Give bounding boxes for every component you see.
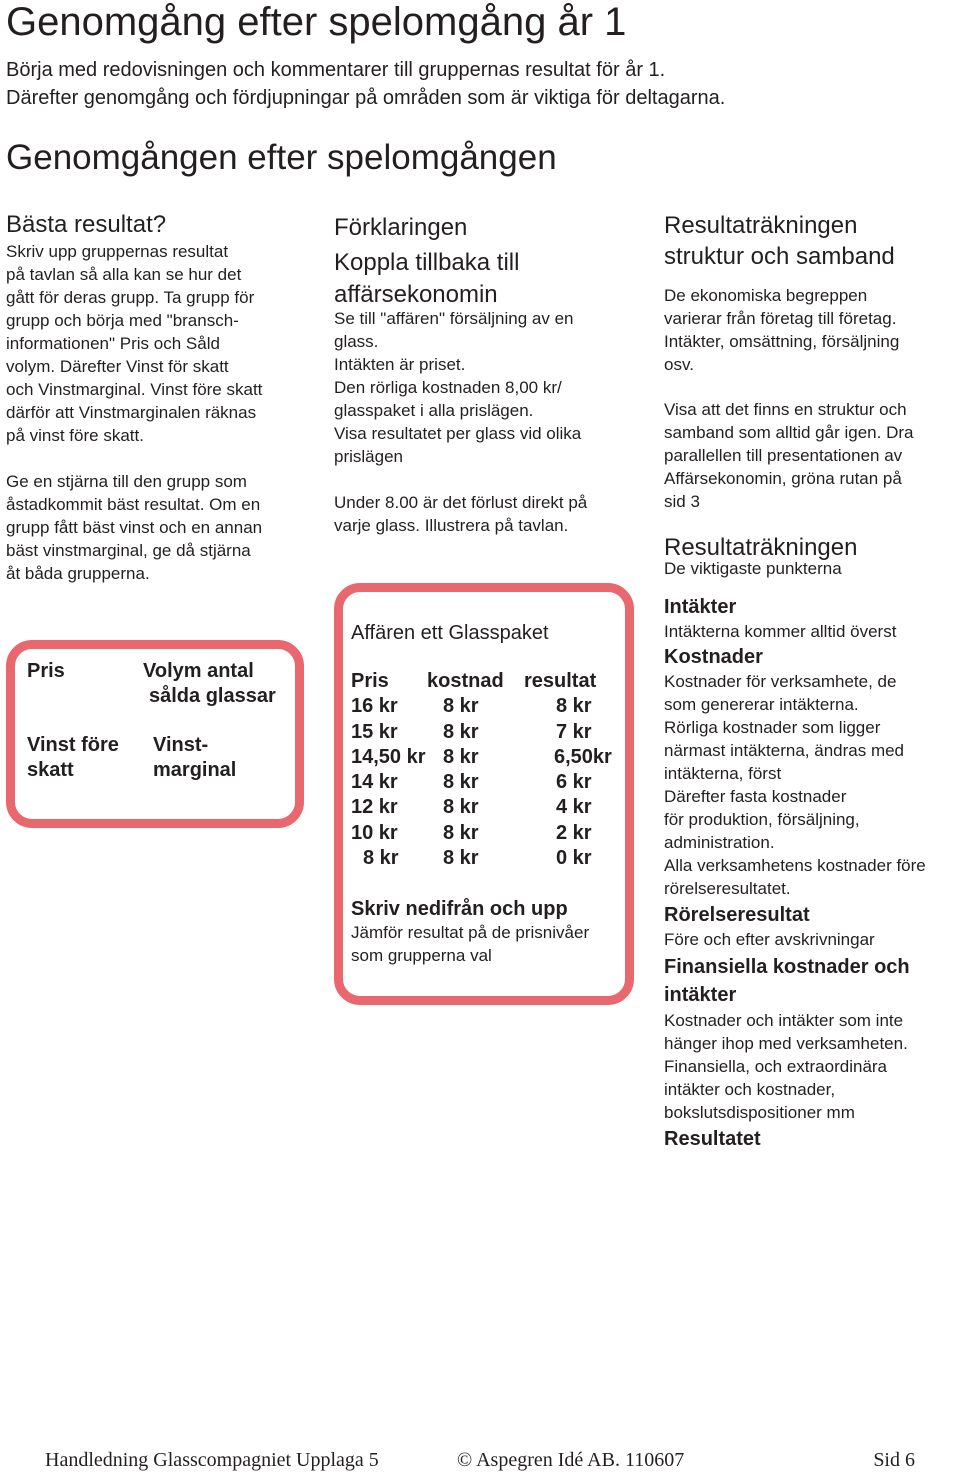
text-line: varje glass. Illustrera på tavlan.	[334, 516, 569, 535]
intro-line: Börja med redovisningen och kommentarer till gruppernas resultat för år 1.	[6, 59, 666, 81]
text-line: åstadkommit bäst resultat. Om en	[6, 495, 261, 514]
price-cell: 15 kr	[351, 720, 398, 743]
text-line: Koppla tillbaka till	[334, 249, 520, 276]
result-cell: 0 kr	[556, 847, 592, 870]
resultatet-heading: Resultatet	[664, 1128, 761, 1150]
text-line: sid 3	[664, 492, 700, 511]
text-line: osv.	[664, 355, 694, 374]
best-result-heading: Bästa resultat?	[6, 211, 167, 238]
column-best-result	[6, 210, 306, 585]
text-line: administration.	[664, 833, 775, 852]
text-line: affärsekonomin	[334, 281, 498, 308]
text-line: Rörliga kostnader som ligger	[664, 718, 881, 737]
text-line: som grupperna val	[351, 946, 492, 965]
text-line: intäkter och kostnader,	[664, 1080, 836, 1099]
text-line: gått för deras grupp. Ta grupp för	[6, 288, 255, 307]
cost-cell: 8 kr	[443, 720, 479, 743]
star-paragraph	[6, 470, 306, 585]
concepts-paragraph	[664, 284, 960, 376]
text-line: hänger ihop med verksamheten.	[664, 1034, 908, 1053]
text-line: Ge en stjärna till den grupp som	[6, 472, 247, 491]
text-line: intäkterna, först	[664, 764, 782, 783]
finansiella-text	[664, 1009, 960, 1124]
text-line: glass.	[334, 332, 379, 351]
text-line: grupp och börja med "bransch-	[6, 311, 239, 330]
text-line: på tavlan så alla kan se hur det	[6, 265, 242, 284]
text-line: Intäkten är priset.	[334, 355, 466, 374]
text-line: närmast intäkterna, ändras med	[664, 741, 905, 760]
text-line: och Vinstmarginal. Vinst före skatt	[6, 380, 263, 399]
text-line: Jämför resultat på de prisnivåer	[351, 923, 590, 942]
column-header: Pris	[351, 670, 389, 692]
box-label-vinst-2: skatt	[27, 759, 74, 781]
text-line: Alla verksamhetens kostnader före	[664, 856, 926, 875]
text-line: Kostnader och intäkter som inte	[664, 1011, 904, 1030]
key-points-subheading: De viktigaste punkterna	[664, 559, 842, 578]
text-line: bäst vinstmarginal, ge då stjärna	[6, 541, 251, 560]
result-cell: 6,50kr	[554, 745, 612, 768]
price-cell: 10 kr	[351, 821, 398, 844]
text-line: Skriv upp gruppernas resultat	[6, 242, 229, 261]
footer-copyright: © Aspegren Idé AB. 110607	[457, 1449, 685, 1471]
column-explanation	[334, 212, 634, 537]
price-cell: 14,50 kr	[351, 745, 426, 768]
explanation-paragraph	[334, 307, 634, 468]
column-header: kostnad	[427, 670, 504, 692]
price-cell: 16 kr	[351, 695, 398, 718]
text-line: därför att Vinstmarginalen räknas	[6, 403, 257, 422]
result-cell: 4 kr	[556, 796, 592, 819]
text-line: glasspaket i alla prislägen.	[334, 401, 534, 420]
column-header: resultat	[524, 670, 597, 692]
text-line: varierar från företag till företag.	[664, 309, 897, 328]
result-cell: 8 kr	[556, 695, 592, 718]
section-title: Genomgången efter spelomgången	[6, 138, 557, 177]
text-line: på vinst före skatt.	[6, 426, 144, 445]
footer-document-title: Handledning Glasscompagniet Upplaga 5	[45, 1449, 379, 1471]
text-line: grupp fått bäst vinst och en annan	[6, 518, 263, 537]
text-line: volym. Därefter Vinst för skatt	[6, 357, 229, 376]
price-cell: 14 kr	[351, 771, 398, 794]
result-cell: 2 kr	[556, 821, 592, 844]
intro-text	[6, 56, 725, 112]
cost-cell: 8 kr	[443, 745, 479, 768]
explanation-subheading	[334, 247, 634, 311]
column-income-statement	[664, 210, 960, 1152]
text-line: prislägen	[334, 447, 403, 466]
intakter-heading: Intäkter	[664, 596, 737, 618]
box-label-vinst: Vinst före	[27, 734, 119, 756]
best-result-paragraph	[6, 240, 306, 447]
text-line: Finansiella, och extraordinära	[664, 1057, 888, 1076]
loss-paragraph	[334, 491, 634, 537]
intro-line: Därefter genomgång och fördjupningar på områden som är viktiga för deltagarna.	[6, 87, 726, 109]
compare-note	[351, 921, 589, 967]
text-line: Kostnader för verksamhete, de	[664, 672, 897, 691]
text-line: Visa att det finns en struktur och	[664, 400, 907, 419]
text-line: Finansiella kostnader och	[664, 956, 910, 978]
kostnader-heading: Kostnader	[664, 646, 763, 668]
price-cell: 8 kr	[363, 847, 399, 870]
cost-cell: 8 kr	[443, 847, 479, 870]
finansiella-heading	[664, 953, 960, 1009]
explanation-heading: Förklaringen	[334, 214, 468, 241]
text-line: för produktion, försäljning,	[664, 810, 860, 829]
text-line: informationen" Pris och Såld	[6, 334, 220, 353]
text-line: intäkter	[664, 984, 737, 1006]
text-line: Resultaträkningen	[664, 212, 858, 239]
text-line: Den rörliga kostnaden 8,00 kr/	[334, 378, 562, 397]
text-line: som genererar intäkterna.	[664, 695, 859, 714]
rorelseresultat-heading: Rörelseresultat	[664, 904, 810, 926]
key-points-heading: Resultaträkningen	[664, 534, 858, 561]
text-line: Se till "affären" försäljning av en	[334, 309, 574, 328]
cost-cell: 8 kr	[443, 796, 479, 819]
result-cell: 6 kr	[556, 771, 592, 794]
result-cell: 7 kr	[556, 720, 592, 743]
kostnader-text	[664, 670, 960, 900]
text-line: bokslutsdispositioner mm	[664, 1103, 855, 1122]
box-label-volym-2: sålda glassar	[149, 685, 276, 707]
box-label-marginal: Vinst-	[153, 734, 209, 756]
text-line: parallellen till presentationen av	[664, 446, 903, 465]
box-label-volym: Volym antal	[143, 660, 254, 682]
box-label-marginal-2: marginal	[153, 759, 237, 781]
text-line: Visa resultatet per glass vid olika	[334, 424, 582, 443]
cost-cell: 8 kr	[443, 821, 479, 844]
text-line: Därefter fasta kostnader	[664, 787, 847, 806]
text-line: Intäkter, omsättning, försäljning	[664, 332, 900, 351]
cost-cell: 8 kr	[443, 771, 479, 794]
cost-cell: 8 kr	[443, 695, 479, 718]
text-line: De ekonomiska begreppen	[664, 286, 868, 305]
text-line: Under 8.00 är det förlust direkt på	[334, 493, 588, 512]
income-statement-heading	[664, 210, 960, 272]
footer-page-number: Sid 6	[873, 1449, 915, 1471]
box-label-pris: Pris	[27, 660, 65, 682]
glasspaket-title: Affären ett Glasspaket	[351, 622, 549, 644]
text-line: samband som alltid går igen. Dra	[664, 423, 914, 442]
write-bottom-up-heading: Skriv nedifrån och upp	[351, 898, 568, 920]
text-line: struktur och samband	[664, 243, 895, 270]
structure-paragraph	[664, 398, 960, 513]
text-line: åt båda grupperna.	[6, 564, 150, 583]
text-line: Affärsekonomin, gröna rutan på	[664, 469, 902, 488]
intakter-text: Intäkterna kommer alltid överst	[664, 622, 897, 641]
page-title: Genomgång efter spelomgång år 1	[6, 0, 627, 44]
text-line: rörelseresultatet.	[664, 879, 791, 898]
price-cell: 12 kr	[351, 796, 398, 819]
rorelseresultat-text: Före och efter avskrivningar	[664, 930, 875, 949]
